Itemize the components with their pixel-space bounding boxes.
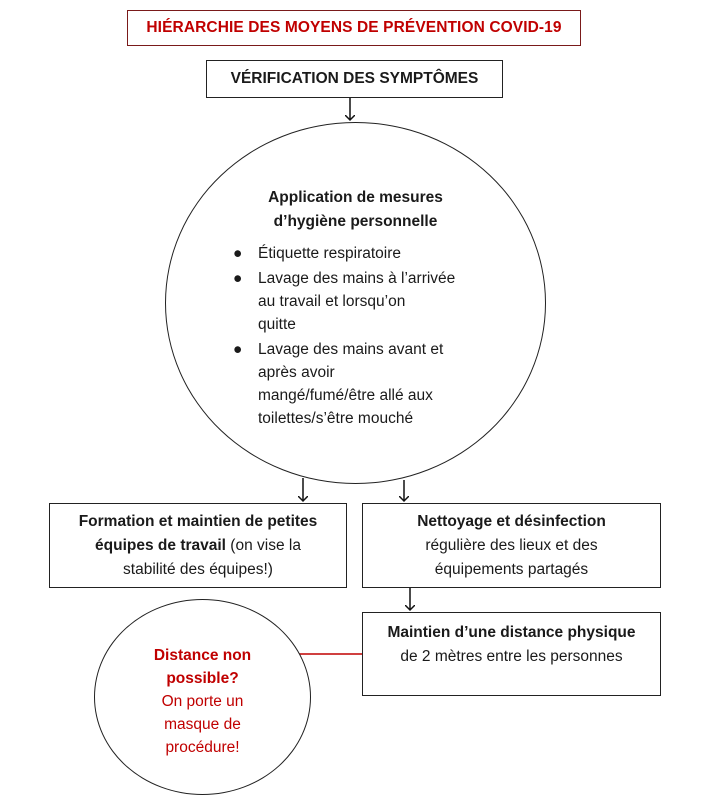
cleaning-line2: régulière des lieux et des <box>425 536 598 554</box>
hygiene-item-2-line3: quitte <box>258 316 296 333</box>
diagram-title <box>127 10 581 46</box>
cleaning-box <box>362 503 661 588</box>
diagram-title-text: HIÉRARCHIE DES MOYENS DE PRÉVENTION COVID-19 <box>146 19 562 36</box>
hygiene-item-3-line2: après avoir <box>258 364 335 381</box>
hygiene-list-item <box>233 242 498 265</box>
small-teams-title-cont: équipes de travail <box>95 536 226 554</box>
bullet-icon: ● <box>233 341 243 358</box>
small-teams-title: Formation et maintien de petites <box>78 512 318 530</box>
symptom-check-box <box>206 60 503 98</box>
physical-distance-title: Maintien d’une distance physique <box>387 624 636 641</box>
hygiene-item-2-line1: Lavage des mains à l’arrivée <box>258 270 456 287</box>
hygiene-item-1-line1: Étiquette respiratoire <box>258 245 402 262</box>
small-teams-line3: stabilité des équipes!) <box>123 560 273 578</box>
physical-distance-line2: de 2 mètres entre les personnes <box>400 648 623 665</box>
hygiene-circle <box>165 122 546 484</box>
hygiene-title <box>166 186 545 234</box>
bullet-icon: ● <box>233 245 243 262</box>
cleaning-line3: équipements partagés <box>434 560 589 578</box>
mask-title-line1: Distance non <box>153 646 252 664</box>
mask-circle <box>94 599 311 795</box>
small-teams-note: (on vise la <box>226 536 301 554</box>
small-teams-line2 <box>95 534 301 558</box>
mask-text <box>138 644 268 759</box>
bullet-icon: ● <box>233 270 243 287</box>
mask-line5: procédure! <box>165 738 240 756</box>
hygiene-title-line2: d’hygiène personnelle <box>273 213 438 230</box>
cleaning-title: Nettoyage et désinfection <box>417 512 606 530</box>
hygiene-item-3-line3: mangé/fumé/être allé aux <box>258 387 433 404</box>
hygiene-item-3-line1: Lavage des mains avant et <box>258 341 444 358</box>
hygiene-list <box>233 242 498 432</box>
mask-line4: masque de <box>164 715 241 733</box>
hygiene-item-2-line2: au travail et lorsqu’on <box>258 293 406 310</box>
hygiene-item-3-line4: toilettes/s’être mouché <box>258 410 414 427</box>
physical-distance-box <box>362 612 661 696</box>
symptom-check-label: VÉRIFICATION DES SYMPTÔMES <box>230 70 479 87</box>
hygiene-list-item <box>233 267 498 336</box>
mask-title-line2: possible? <box>166 669 239 687</box>
hygiene-list-item <box>233 338 498 430</box>
mask-line3: On porte un <box>161 692 244 710</box>
hygiene-title-line1: Application de mesures <box>268 189 443 206</box>
small-teams-box <box>49 503 347 588</box>
